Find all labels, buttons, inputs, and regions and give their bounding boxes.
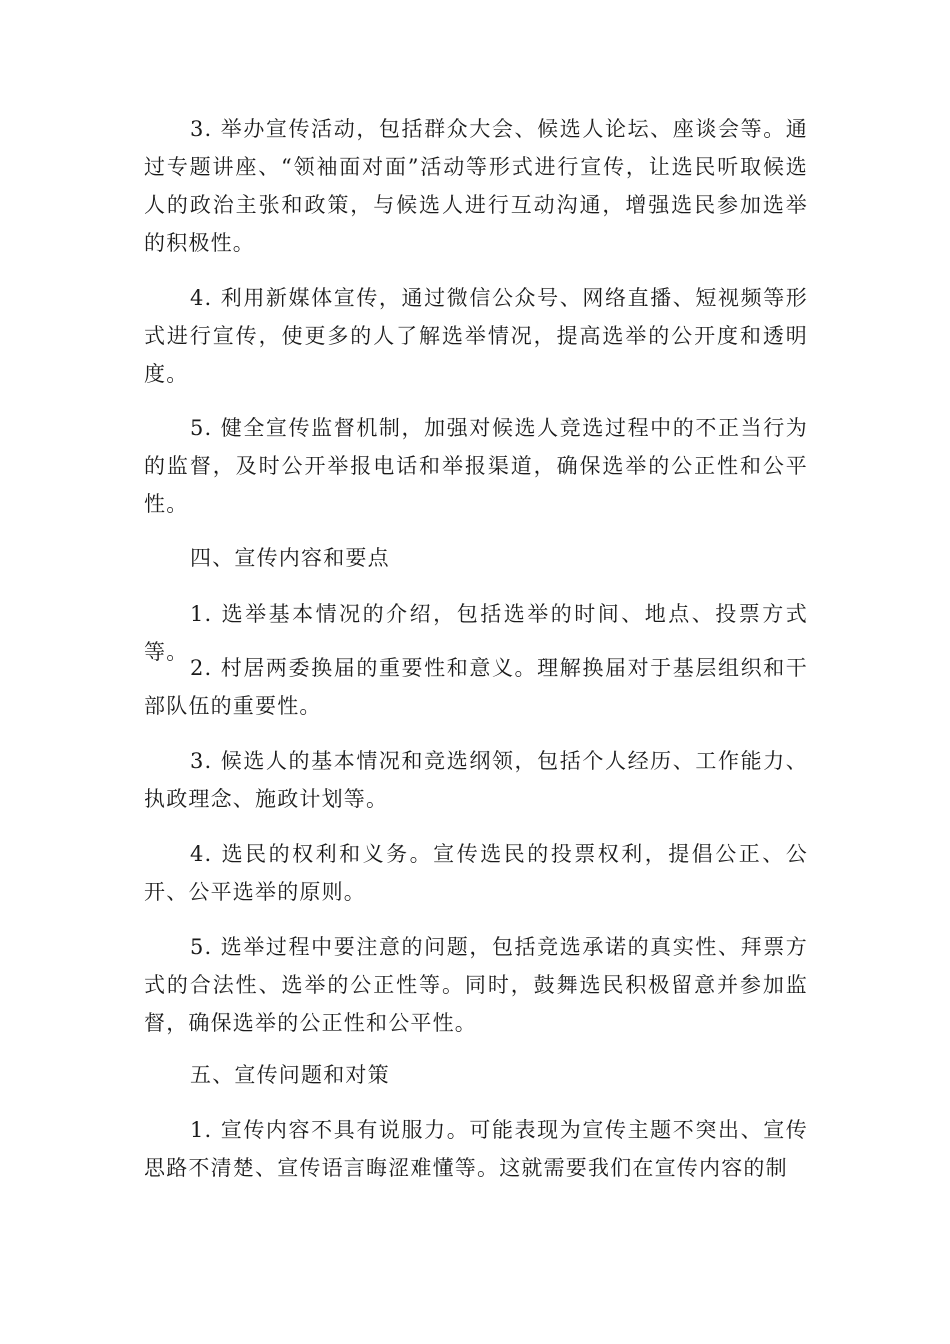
content-item-2: 2. 村居两委换届的重要性和意义。理解换届对于基层组织和干部队伍的重要性。 (144, 656, 808, 718)
paragraph-4-new-media: 4. 利用新媒体宣传，通过微信公众号、网络直播、短视频等形式进行宣传，使更多的人了解选举情况，提高选举的公开度和透明度。 (144, 286, 808, 386)
content-item-3: 3. 候选人的基本情况和竞选纲领，包括个人经历、工作能力、执政理念、施政计划等。 (144, 749, 808, 811)
content-item-1: 1. 选举基本情况的介绍，包括选举的时间、地点、投票方式等。 (144, 602, 808, 664)
problem-item-1: 1. 宣传内容不具有说服力。可能表现为宣传主题不突出、宣传思路不清楚、宣传语言晦涩难懂等。这就需要我们在宣传内容的制 (144, 1118, 808, 1180)
paragraph-5-supervision: 5. 健全宣传监督机制，加强对候选人竞选过程中的不正当行为的监督，及时公开举报电话和举报渠道，确保选举的公正性和公平性。 (144, 416, 808, 516)
content-item-5: 5. 选举过程中要注意的问题，包括竞选承诺的真实性、拜票方式的合法性、选举的公正性等。同时，鼓舞选民积极留意并参加监督，确保选举的公正性和公平性。 (144, 935, 808, 1035)
content-item-4: 4. 选民的权利和义务。宣传选民的投票权利，提倡公正、公开、公平选举的原则。 (144, 842, 808, 904)
section-heading-5: 五、宣传问题和对策 (190, 1063, 390, 1087)
paragraph-3-activities: 3. 举办宣传活动，包括群众大会、候选人论坛、座谈会等。通过专题讲座、“领袖面对面”活动等形式进行宣传，让选民听取候选人的政治主张和政策，与候选人进行互动沟通，增强选民参加选举的积极性。 (144, 117, 808, 255)
section-heading-4: 四、宣传内容和要点 (190, 546, 390, 570)
